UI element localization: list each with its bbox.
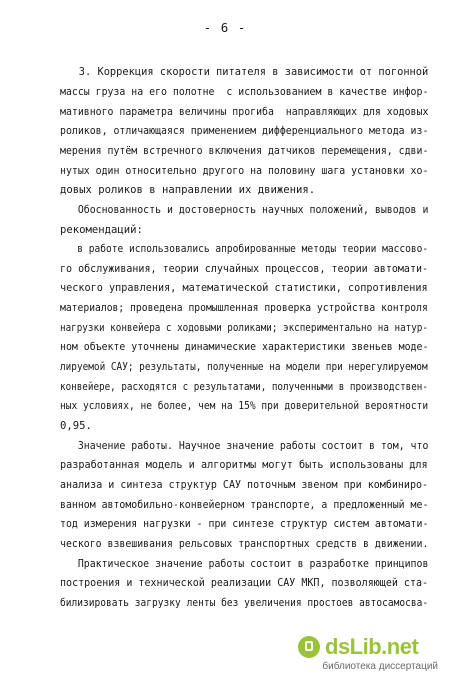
text-line: разработанная модель и алгоритмы могут быть использованы для [60,459,428,471]
text-line: тод измерения нагрузки - при синтезе структур систем автомати- [60,518,429,530]
text-line: мерения путём встречного включения датчиков перемещения, сдви- [60,145,429,157]
text-line: рекомендаций: [60,224,143,236]
text-line: материалов; проведена промышленная проверка устройства контроля [60,302,428,314]
text-line: анализа и синтеза структур САУ поточным звеном при комбиниро- [60,479,429,491]
book-icon [298,636,320,658]
watermark-title: dsLib.net [325,634,419,659]
text-line: ческого управления, математической статистики, сопротивления [60,282,428,294]
text-line: конвейере, расходятся с результатами, полученными в производствен- [60,381,428,393]
text-line: нагрузки конвейера с ходовыми роликами; экспериментально на натур- [60,322,428,334]
text-line: роликов, отличающаяся применением дифференциального метода из- [60,125,429,137]
text-line: в работе использовались апробированные методы теории массово- [60,243,429,255]
text-line: нутых один относительно другого на половину шага установки хо- [60,165,429,177]
text-line: построения и технической реализации САУ МКП, позволяющей ста- [60,577,429,589]
text-line: ном объекте уточнены динамические характеристики звеньев моде- [60,341,429,353]
text-line: 0,95. [60,420,92,432]
text-line: массы груза на его полотне с использованием в качестве инфор- [60,86,429,98]
text-line: ванном автомобильно-конвейерном транспорте, а предложенный ме- [60,499,429,511]
text-line: Значение работы. Научное значение работы состоит в том, что [60,440,429,452]
text-line: ных условиях, не более, чем на 15% при доверительной вероятности [60,400,429,412]
text-line: билизировать загрузку ленты без увеличения простоев автосамосва- [60,597,429,609]
text-line: довых роликов в направлении их движения. [60,184,316,196]
page-number: - 6 - [203,20,247,35]
text-line: 3. Коррекция скорости питателя в зависимости от погонной [60,66,429,78]
watermark-subtitle: библиотека диссертаций [322,661,438,672]
text-line: Обоснованность и достоверность научных положений, выводов и [60,204,429,216]
text-line: Практическое значение работы состоит в разработке принципов [60,558,429,570]
text-line: го обслуживания, теории случайных процессов, теории автомати- [60,263,429,275]
text-line: мативного параметра величины прогиба направляющих для ходовых [60,106,429,118]
text-line: лируемой САУ; результаты, полученные на модели при нерегулируемом [60,361,428,373]
text-line: ческого взвешивания рельсовых транспортных средств в движении. [60,538,429,550]
watermark [298,634,438,674]
